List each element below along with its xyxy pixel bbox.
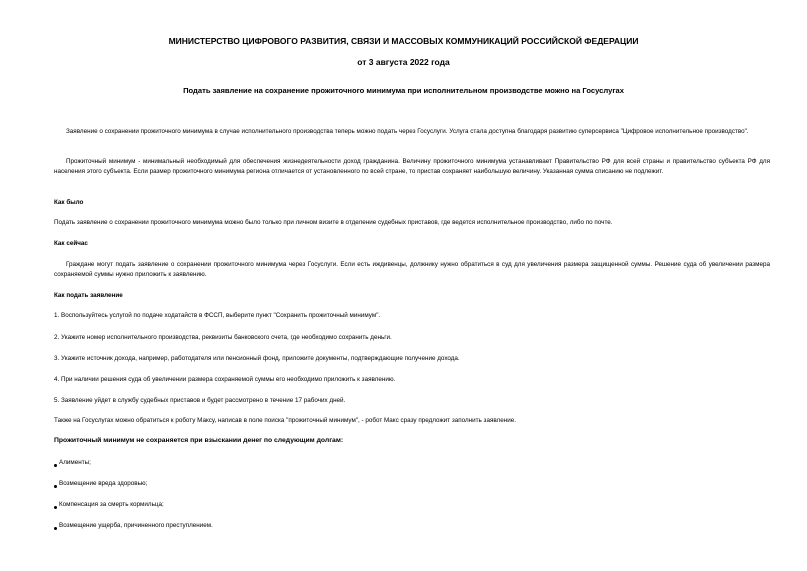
page-title: Подать заявление на сохранение прожиточного минимума при исполнительном производстве можно на Госуслугах <box>183 86 624 95</box>
now-paragraph: Граждане могут подать заявление о сохранении прожиточного минимума через Госуслуги. Если есть иждивенцы, должнику нужно обратиться в суд для увеличения размера защищенной суммы. Решение суда об увеличении размера сохраняемой суммы нужно приложить к заявлению. <box>54 261 770 278</box>
max-robot-note: Также на Госуслугах можно обратиться к роботу Максу, написав в поле поиска "прожиточный минимум", - робот Макс сразу предложит заполнить заявление. <box>54 417 516 424</box>
intro-paragraph-1: Заявление о сохранении прожиточного минимума в случае исполнительного производства теперь можно подать через Госуслуги. Услуга стала доступна благодаря развитию суперсервиса "Цифровое исполнительное производство". <box>66 128 749 135</box>
intro-paragraph-2: Прожиточный минимум - минимальный необходимый для обеспечения жизнедеятельности доход гражданина. Величину прожиточного минимума устанавливает Правительство РФ для всей страны и правительство субъекта РФ для населения этого субъекта. Если размер прожиточного минимума региона отличается от установленного по всей стране, то пристав сохраняет наибольшую величину. Указанная сумма списанию не подлежит. <box>54 158 770 175</box>
exception-item: Компенсация за смерть кормильца; <box>59 501 164 508</box>
bullet-icon <box>54 485 57 488</box>
section-heading-now: Как сейчас <box>54 240 88 247</box>
bullet-icon <box>54 527 57 530</box>
ministry-heading: МИНИСТЕРСТВО ЦИФРОВОГО РАЗВИТИЯ, СВЯЗИ И МАССОВЫХ КОММУНИКАЦИЙ РОССИЙСКОЙ ФЕДЕРАЦИИ <box>168 36 639 46</box>
exceptions-heading: Прожиточный минимум не сохраняется при взыскании денег по следующим долгам: <box>54 437 344 444</box>
exception-item: Алименты; <box>59 459 91 466</box>
step-item: 5. Заявление уйдет в службу судебных приставов и будет рассмотрено в течение 17 рабочих дней. <box>54 397 346 404</box>
section-heading-before: Как было <box>54 199 84 206</box>
exception-item: Возмещение вреда здоровью; <box>59 480 148 487</box>
before-paragraph: Подать заявление о сохранении прожиточного минимума можно было только при личном визите в отделение судебных приставов, где ведется исполнительное производство, либо по почте. <box>54 219 613 226</box>
step-item: 2. Укажите номер исполнительного производства, реквизиты банковского счета, где необходимо сохранить деньги. <box>54 334 392 341</box>
step-item: 4. При наличии решения суда об увеличении размера сохраняемой суммы его необходимо приложить к заявлению. <box>54 376 396 383</box>
exception-item: Возмещение ущерба, причиненного преступлением. <box>59 522 213 529</box>
document-date: от 3 августа 2022 года <box>357 57 450 67</box>
section-heading-how: Как подать заявление <box>54 292 123 299</box>
bullet-icon <box>54 464 57 467</box>
bullet-icon <box>54 506 57 509</box>
step-item: 3. Укажите источник дохода, например, работодателя или пенсионный фонд, приложите документы, подтверждающие получение дохода. <box>54 355 460 362</box>
step-item: 1. Воспользуйтесь услугой по подаче ходатайств в ФССП, выберите пункт "Сохранить прожиточный минимум". <box>54 312 381 319</box>
